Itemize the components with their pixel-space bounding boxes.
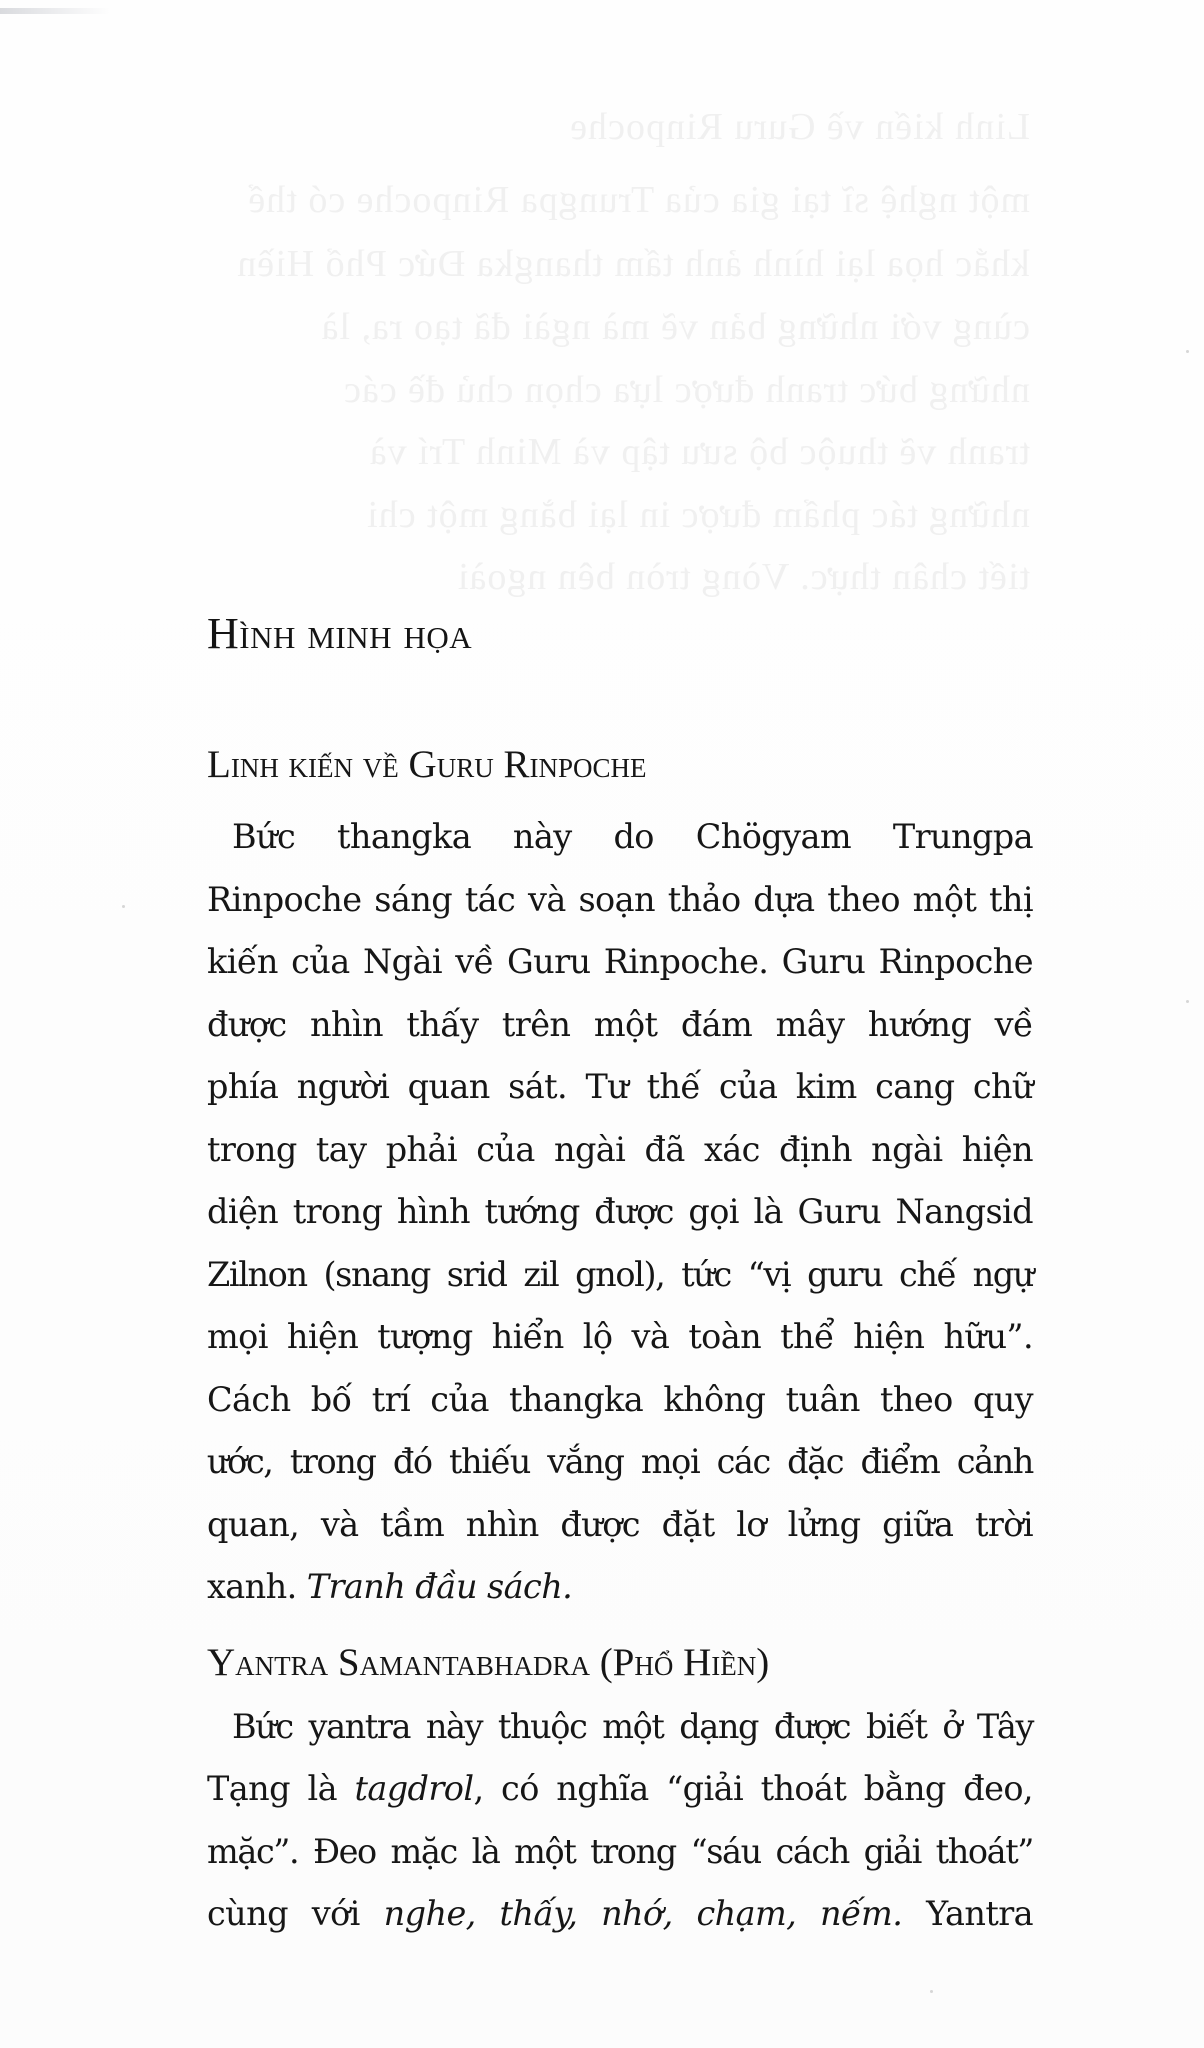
paper-speck [1186, 1000, 1189, 1003]
body-line: diện trong hình tướng được gọi là Guru Nangsid [207, 1192, 1033, 1231]
body-line [207, 1892, 1033, 1940]
body-line: Bức yantra này thuộc một dạng được biết ở Tây [232, 1707, 1033, 1746]
bleed-through-line: những tác phẩm được in lại bằng một chi [366, 494, 1030, 536]
paper-speck [1186, 350, 1189, 353]
bleed-through-line: những bức tranh được lựa chọn chủ đề các [343, 369, 1030, 411]
entry-heading-yantra-samantabhadra: Yantra Samantabhadra (Phổ Hiền) [207, 1641, 770, 1684]
body-line: Rinpoche sáng tác và soạn thảo dựa theo một thị [207, 880, 1033, 919]
terms-italic: nghe, thấy, nhớ, chạm, nếm. [383, 1894, 903, 1933]
paper-speck [930, 1990, 933, 1993]
bleed-through-line: tranh vẽ thuộc bộ sưu tập và Minh Trí và [368, 431, 1030, 473]
body-line: Bức thangka này do Chögyam Trungpa [232, 817, 1033, 856]
body-line: trong tay phải của ngài đã xác định ngài hiện [207, 1130, 1033, 1169]
body-line: Zilnon (snang srid zil gnol), tức “vị guru chế ngự [207, 1255, 1033, 1294]
scan-edge-shadow [0, 8, 110, 14]
body-line [207, 1767, 1033, 1815]
body-text: Yantra [926, 1894, 1034, 1933]
body-text: cùng với [207, 1894, 360, 1933]
body-line: được nhìn thấy trên một đám mây hướng về [207, 1005, 1033, 1044]
body-line: phía người quan sát. Tư thế của kim cang chữ [207, 1067, 1033, 1106]
body-text: , có nghĩa “giải thoát bằng đeo, [473, 1769, 1033, 1808]
body-line: mọi hiện tượng hiển lộ và toàn thể hiện hữu”. [207, 1317, 1033, 1356]
body-line: quan, và tầm nhìn được đặt lơ lửng giữa trời [207, 1505, 1033, 1544]
paper-speck [122, 905, 125, 908]
term-italic: tagdrol [354, 1769, 474, 1808]
caption-italic: Tranh đầu sách. [306, 1567, 573, 1606]
entry-heading-guru-rinpoche: Linh kiến về Guru Rinpoche [207, 743, 647, 786]
bleed-through-line: khắc họa lại hình ảnh tấm thangka Đức Phổ Hiền [236, 243, 1030, 285]
bleed-through-line: cùng với những bản vẽ mà ngài đã tạo ra, là [320, 306, 1030, 348]
body-text: Tạng là [207, 1769, 337, 1808]
body-line-final [207, 1565, 1033, 1613]
bleed-through-line: một nghệ sĩ tại gia của Trungpa Rinpoche có thể [247, 179, 1030, 221]
body-line: ước, trong đó thiếu vắng mọi các đặc điểm cảnh [207, 1442, 1033, 1481]
bleed-through-line: Linh kiến về Guru Rinpoche [569, 106, 1030, 148]
body-line: mặc”. Đeo mặc là một trong “sáu cách giải thoát” [207, 1832, 1033, 1871]
body-line: Cách bố trí của thangka không tuân theo quy [207, 1380, 1033, 1419]
body-line: kiến của Ngài về Guru Rinpoche. Guru Rinpoche [207, 942, 1033, 981]
section-title: Hình minh họa [207, 609, 473, 658]
body-text: xanh. [207, 1567, 297, 1606]
bleed-through-line: tiết chân thực. Vòng tròn bên ngoài [456, 556, 1030, 598]
